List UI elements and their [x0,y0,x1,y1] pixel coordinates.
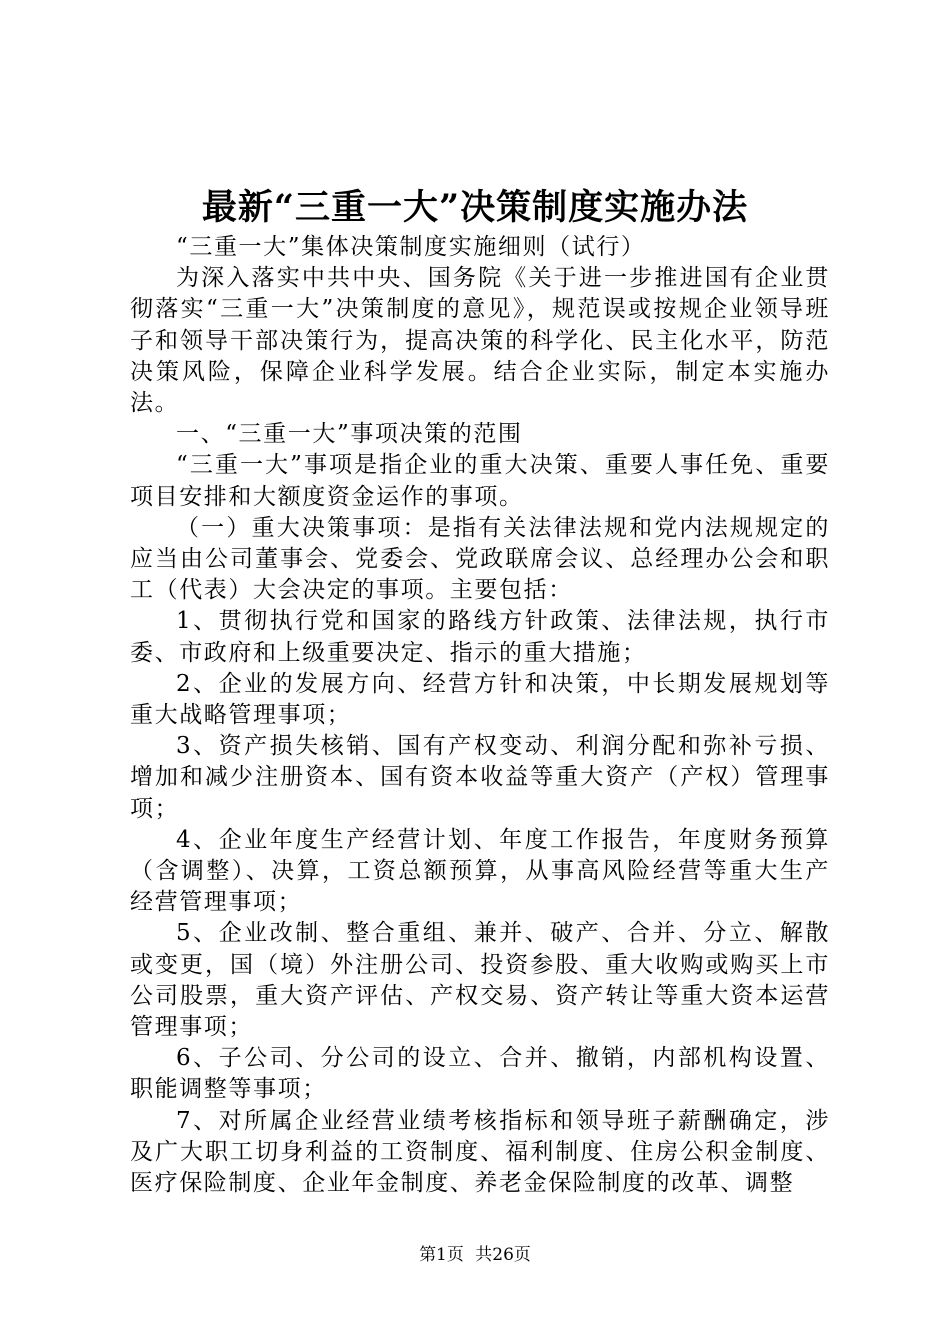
list-item: 5、企业改制、整合重组、兼并、破产、合并、分立、解散或变更，国（境）外注册公司、投资参股、重大收购或购买上市公司股票，重大资产评估、产权交易、资产转让等重大资本运营管理事项； [130,920,830,1041]
subtitle-paragraph: “三重一大”集体决策制度实施细则（试行） [176,234,646,260]
subsection-heading: （一）重大决策事项：是指有关法律法规和党内法规规定的应当由公司董事会、党委会、党政联席会议、总经理办公会和职工（代表）大会决定的事项。主要包括： [130,514,830,604]
page-total: 共26页 [475,1245,531,1265]
list-item: 3、资产损失核销、国有产权变动、利润分配和弥补亏损、增加和减少注册资本、国有资本收益等重大资产（产权）管理事项； [130,733,830,822]
page-number: 第1页 [419,1245,464,1265]
page-footer [0,1244,950,1266]
list-item: 7、对所属企业经营业绩考核指标和领导班子薪酬确定，涉及广大职工切身利益的工资制度、福利制度、住房公积金制度、医疗保险制度、企业年金制度、养老金保险制度的改革、调整 [130,1107,830,1197]
document-body [130,232,830,1199]
intro-paragraph: 为深入落实中共中央、国务院《关于进一步推进国有企业贯彻落实“三重一大”决策制度的意见》，规范误或按规企业领导班子和领导干部决策行为，提高决策的科学化、民主化水平，防范决策风险，保障企业科学发展。结合企业实际，制定本实施办法。 [130,265,830,417]
list-item: 6、子公司、分公司的设立、合并、撤销，内部机构设置、职能调整等事项； [130,1045,830,1103]
section-heading: 一、“三重一大”事项决策的范围 [176,421,523,448]
document-title: 最新“三重一大”决策制度实施办法 [201,187,749,228]
definition-paragraph: “三重一大”事项是指企业的重大决策、重要人事任免、重要项目安排和大额度资金运作的事项。 [130,452,830,510]
list-item: 2、企业的发展方向、经营方针和决策，中长期发展规划等重大战略管理事项； [130,670,830,729]
list-item: 1、贯彻执行党和国家的路线方针政策、法律法规，执行市委、市政府和上级重要决定、指示的重大措施； [130,608,830,666]
list-item: 4、企业年度生产经营计划、年度工作报告，年度财务预算（含调整）、决算，工资总额预算，从事高风险经营等重大生产经营管理事项； [130,826,830,916]
